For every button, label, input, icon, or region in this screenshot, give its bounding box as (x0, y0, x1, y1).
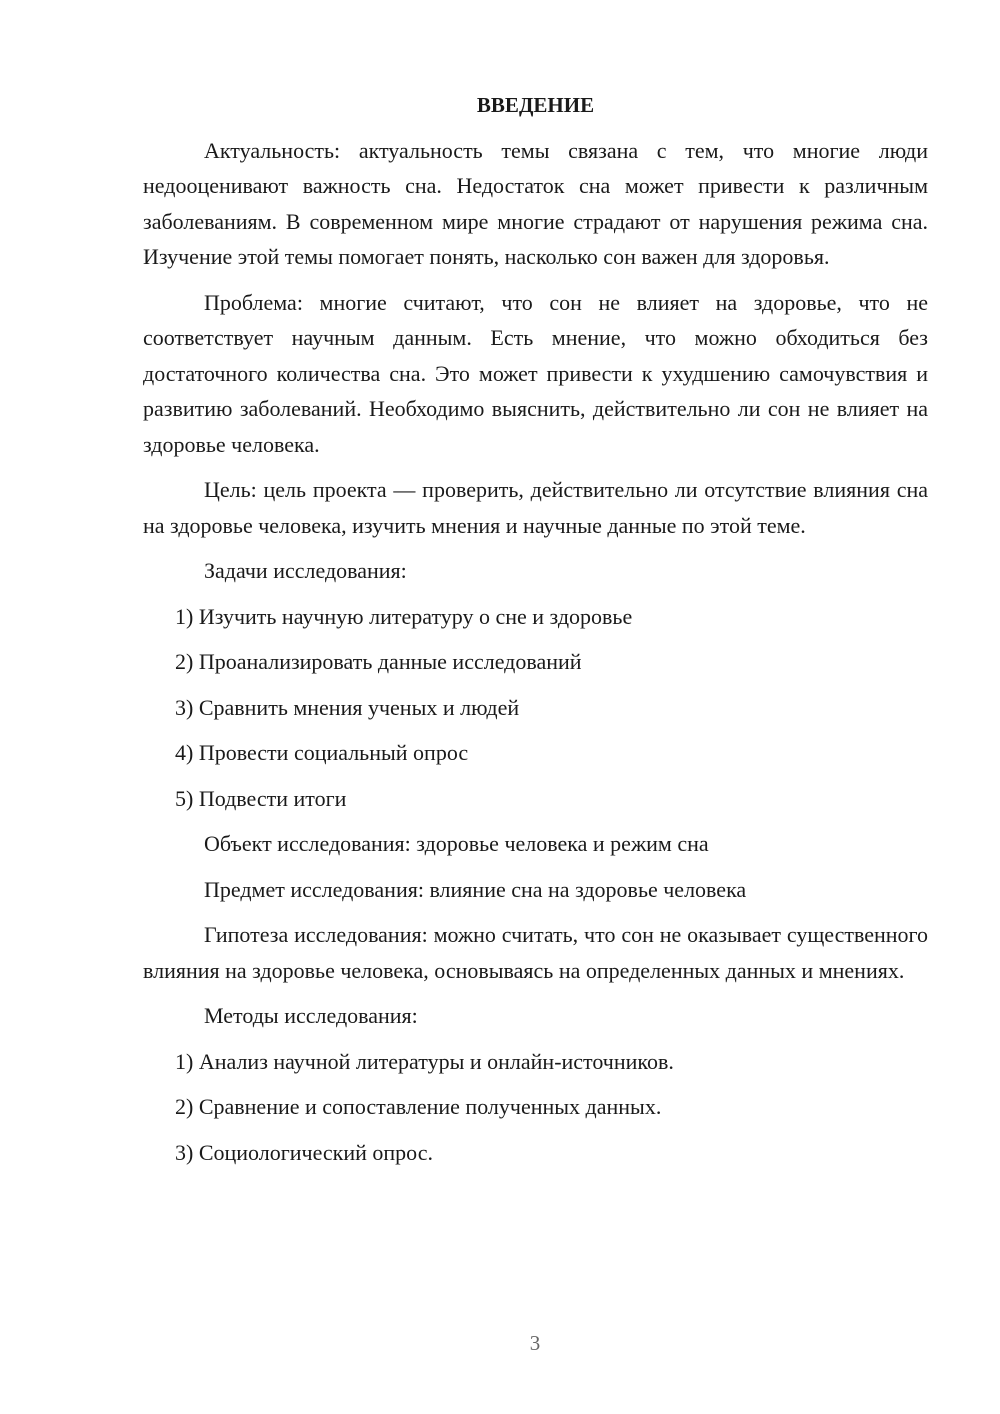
method-item: 3) Социологический опрос. (175, 1139, 433, 1165)
research-object: Объект исследования: здоровье человека и режим сна (204, 831, 709, 856)
page-title: ВВЕДЕНИЕ (476, 93, 595, 117)
tasks-list (143, 599, 928, 817)
method-item: 1) Анализ научной литературы и онлайн-источников. (175, 1048, 674, 1074)
page-content (143, 88, 928, 1180)
task-item: 5) Подвести итоги (175, 785, 347, 811)
task-item: 1) Изучить научную литературу о сне и здоровье (175, 603, 633, 629)
task-item: 4) Провести социальный опрос (175, 740, 469, 765)
methods-list (143, 1044, 928, 1171)
relevance-paragraph: Актуальность: актуальность темы связана с тем, что многие люди недооценивают важность сна. Недостаток сна может привести к различным заболеваниям. В современном мире многие страдают от нарушения режима сна. Изучение этой темы помогает понять, насколько сон важен для здоровья. (143, 137, 928, 269)
tasks-heading: Задачи исследования: (204, 558, 407, 583)
goal-paragraph: Цель: цель проекта — проверить, действительно ли отсутствие влияния сна на здоровье человека, изучить мнения и научные данные по этой теме. (143, 477, 928, 538)
task-item: 3) Сравнить мнения ученых и людей (175, 694, 520, 720)
method-item: 2) Сравнение и сопоставление полученных данных. (175, 1094, 662, 1119)
page-number: 3 (529, 1331, 541, 1355)
problem-paragraph: Проблема: многие считают, что сон не влияет на здоровье, что не соответствует научным данным. Есть мнение, что можно обходиться без достаточного количества сна. Это может привести к ухудшению самочувствия и развитию заболеваний. Необходимо выяснить, действительно ли сон не влияет на здоровье человека. (143, 289, 928, 457)
research-subject: Предмет исследования: влияние сна на здоровье человека (204, 876, 747, 902)
methods-heading: Методы исследования: (204, 1003, 418, 1028)
hypothesis-paragraph: Гипотеза исследования: можно считать, что сон не оказывает существенного влияния на здоровье человека, основываясь на определенных данных и мнениях. (143, 922, 928, 983)
task-item: 2) Проанализировать данные исследований (175, 649, 582, 674)
